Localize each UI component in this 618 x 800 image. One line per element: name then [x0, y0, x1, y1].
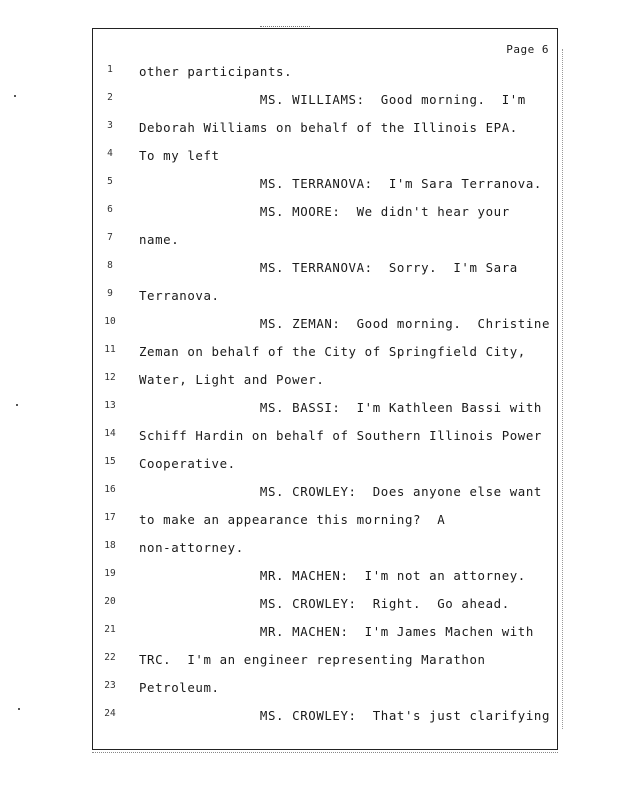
- line-text: other participants.: [139, 64, 293, 79]
- line-text: To my left: [139, 148, 220, 163]
- line-text: name.: [139, 232, 180, 247]
- line-number: 18: [104, 540, 116, 551]
- line-text: MS. CROWLEY: That's just clarifying: [139, 708, 551, 723]
- transcript-line: [93, 512, 557, 540]
- line-number: 3: [107, 120, 113, 131]
- line-number: 20: [104, 596, 116, 607]
- line-text: to make an appearance this morning? A: [139, 512, 446, 527]
- line-text: Zeman on behalf of the City of Springfield City,: [139, 344, 526, 359]
- line-text: Water, Light and Power.: [139, 372, 325, 387]
- line-number: 12: [104, 372, 116, 383]
- line-number: 19: [104, 568, 116, 579]
- line-number: 5: [107, 176, 113, 187]
- line-text: TRC. I'm an engineer representing Marathon: [139, 652, 486, 667]
- transcript-line: [93, 316, 557, 344]
- line-text: Schiff Hardin on behalf of Southern Illinois Power: [139, 428, 542, 443]
- line-text: MS. WILLIAMS: Good morning. I'm: [139, 92, 526, 107]
- scan-speck: [18, 708, 20, 710]
- line-number: 21: [104, 624, 116, 635]
- scan-edge-dots: [560, 49, 563, 729]
- line-number: 11: [104, 344, 116, 355]
- transcript-page: [92, 28, 558, 750]
- line-text: MS. TERRANOVA: Sorry. I'm Sara: [139, 260, 518, 275]
- scan-speck: [16, 404, 18, 406]
- transcript-line: [93, 372, 557, 400]
- transcript-line: [93, 624, 557, 652]
- transcript-line: [93, 120, 557, 148]
- transcript-line: [93, 568, 557, 596]
- line-number: 9: [107, 288, 113, 299]
- line-text: MS. ZEMAN: Good morning. Christine: [139, 316, 551, 331]
- transcript-line: [93, 456, 557, 484]
- transcript-line: [93, 176, 557, 204]
- line-number: 6: [107, 204, 113, 215]
- line-number: 22: [104, 652, 116, 663]
- line-text: MR. MACHEN: I'm James Machen with: [139, 624, 534, 639]
- transcript-line: [93, 148, 557, 176]
- line-text: Terranova.: [139, 288, 220, 303]
- line-text: MS. TERRANOVA: I'm Sara Terranova.: [139, 176, 542, 191]
- line-number: 13: [104, 400, 116, 411]
- line-number: 23: [104, 680, 116, 691]
- transcript-line: [93, 260, 557, 288]
- transcript-line: [93, 708, 557, 736]
- line-text: MS. CROWLEY: Right. Go ahead.: [139, 596, 510, 611]
- line-number: 8: [107, 260, 113, 271]
- line-number: 2: [107, 92, 113, 103]
- transcript-line: [93, 540, 557, 568]
- transcript-line: [93, 288, 557, 316]
- line-text: MR. MACHEN: I'm not an attorney.: [139, 568, 526, 583]
- scan-speck: [14, 95, 16, 97]
- line-number: 7: [107, 232, 113, 243]
- line-text: Petroleum.: [139, 680, 220, 695]
- transcript-line: [93, 64, 557, 92]
- transcript-line: [93, 232, 557, 260]
- line-text: MS. BASSI: I'm Kathleen Bassi with: [139, 400, 542, 415]
- line-text: Cooperative.: [139, 456, 236, 471]
- transcript-line: [93, 652, 557, 680]
- line-number: 10: [104, 316, 116, 327]
- transcript-line: [93, 428, 557, 456]
- transcript-line: [93, 596, 557, 624]
- line-text: Deborah Williams on behalf of the Illinois EPA.: [139, 120, 518, 135]
- transcript-line: [93, 400, 557, 428]
- line-number: 1: [107, 64, 113, 75]
- line-text: MS. CROWLEY: Does anyone else want: [139, 484, 542, 499]
- line-number: 17: [104, 512, 116, 523]
- transcript-line: [93, 92, 557, 120]
- line-number: 15: [104, 456, 116, 467]
- page-number: Page 6: [506, 43, 549, 56]
- line-number: 14: [104, 428, 116, 439]
- line-text: non-attorney.: [139, 540, 244, 555]
- line-number: 4: [107, 148, 113, 159]
- line-text: MS. MOORE: We didn't hear your: [139, 204, 510, 219]
- scan-bottom-rule: [92, 752, 558, 753]
- transcript-line: [93, 680, 557, 708]
- line-number: 24: [104, 708, 116, 719]
- transcript-line: [93, 344, 557, 372]
- transcript-line: [93, 204, 557, 232]
- line-number: 16: [104, 484, 116, 495]
- transcript-line: [93, 484, 557, 512]
